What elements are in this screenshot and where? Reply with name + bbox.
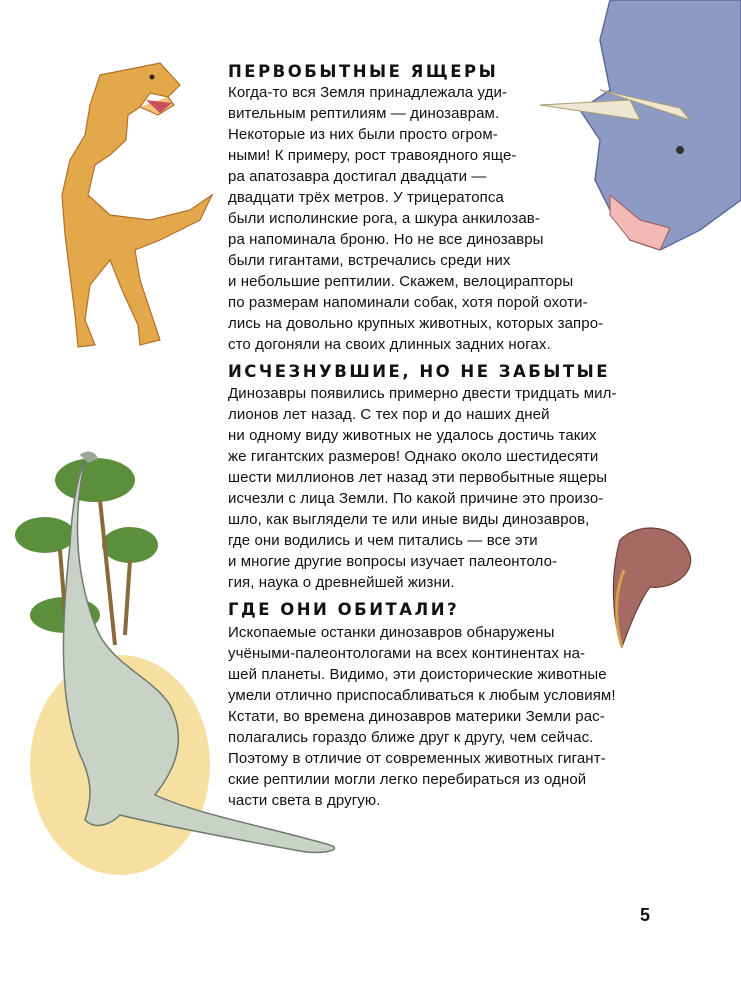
text-line: были исполинские рога, а шкура анкилозав-: [228, 210, 540, 227]
section-heading: ИСЧЕЗНУВШИЕ, НО НЕ ЗАБЫТЫЕ: [228, 362, 611, 381]
text-line: сто догоняли на своих длинных задних ногах.: [228, 336, 551, 353]
text-line: Ископаемые останки динозавров обнаружены: [228, 624, 555, 641]
text-line: ра напоминала броню. Но не все динозавры: [228, 231, 544, 248]
text-line: ские рептилии могли легко перебираться из одной: [228, 771, 587, 788]
text-line: ра апатозавра достигал двадцати —: [228, 168, 487, 185]
text-line: и небольшие рептилии. Скажем, велоцирапторы: [228, 273, 574, 290]
text-line: шести миллионов лет назад эти первобытные ящеры: [228, 469, 608, 486]
section-heading: ПЕРВОБЫТНЫЕ ЯЩЕРЫ: [228, 62, 499, 81]
text-line: лионов лет назад. С тех пор и до наших дней: [228, 406, 550, 423]
text-line: Поэтому в отличие от современных животных гигант-: [228, 750, 606, 767]
text-line: части света в другую.: [228, 792, 381, 809]
text-line: умели отлично приспосабливаться к любым условиям!: [228, 687, 616, 704]
text-line: шло, как выглядели те или иные виды динозавров,: [228, 511, 590, 528]
text-line: лись на довольно крупных животных, которых запро-: [228, 315, 604, 332]
text-line: двадцати трёх метров. У трицератопса: [228, 189, 504, 206]
text-line: исчезли с лица Земли. По какой причине это произо-: [228, 490, 604, 507]
text-line: Динозавры появились примерно двести тридцать мил-: [228, 385, 617, 402]
section-heading: ГДЕ ОНИ ОБИТАЛИ?: [228, 600, 460, 619]
text-line: гия, наука о древнейшей жизни.: [228, 574, 455, 591]
text-line: ными! К примеру, рост травоядного яще-: [228, 147, 517, 164]
page-number: 5: [640, 905, 651, 925]
text-line: и многие другие вопросы изучает палеонтоло-: [228, 553, 558, 570]
claw-fossil-illustration: [600, 515, 696, 650]
triceratops-illustration: [540, 0, 741, 270]
text-line: шей планеты. Видимо, эти доисторические животные: [228, 666, 607, 683]
text-line: были гигантами, встречались среди них: [228, 252, 511, 269]
text-line: же гигантских размеров! Однако около шестидесяти: [228, 448, 599, 465]
text-line: Некоторые из них были просто огром-: [228, 126, 498, 143]
text-line: где они водились и чем питались — все эти: [228, 532, 538, 549]
text-line: ни одному виду животных не удалось достичь таких: [228, 427, 597, 444]
text-line: по размерам напоминали собак, хотя порой охоти-: [228, 294, 588, 311]
text-line: полагались гораздо ближе друг к другу, чем сейчас.: [228, 729, 594, 746]
text-line: учёными-палеонтологами на всех континентах на-: [228, 645, 586, 662]
text-line: Кстати, во времена динозавров материки Земли рас-: [228, 708, 605, 725]
tyrannosaur-illustration: [40, 45, 220, 355]
text-line: вительным рептилиям — динозаврам.: [228, 105, 500, 122]
text-line: Когда-то вся Земля принадлежала уди-: [228, 84, 508, 101]
